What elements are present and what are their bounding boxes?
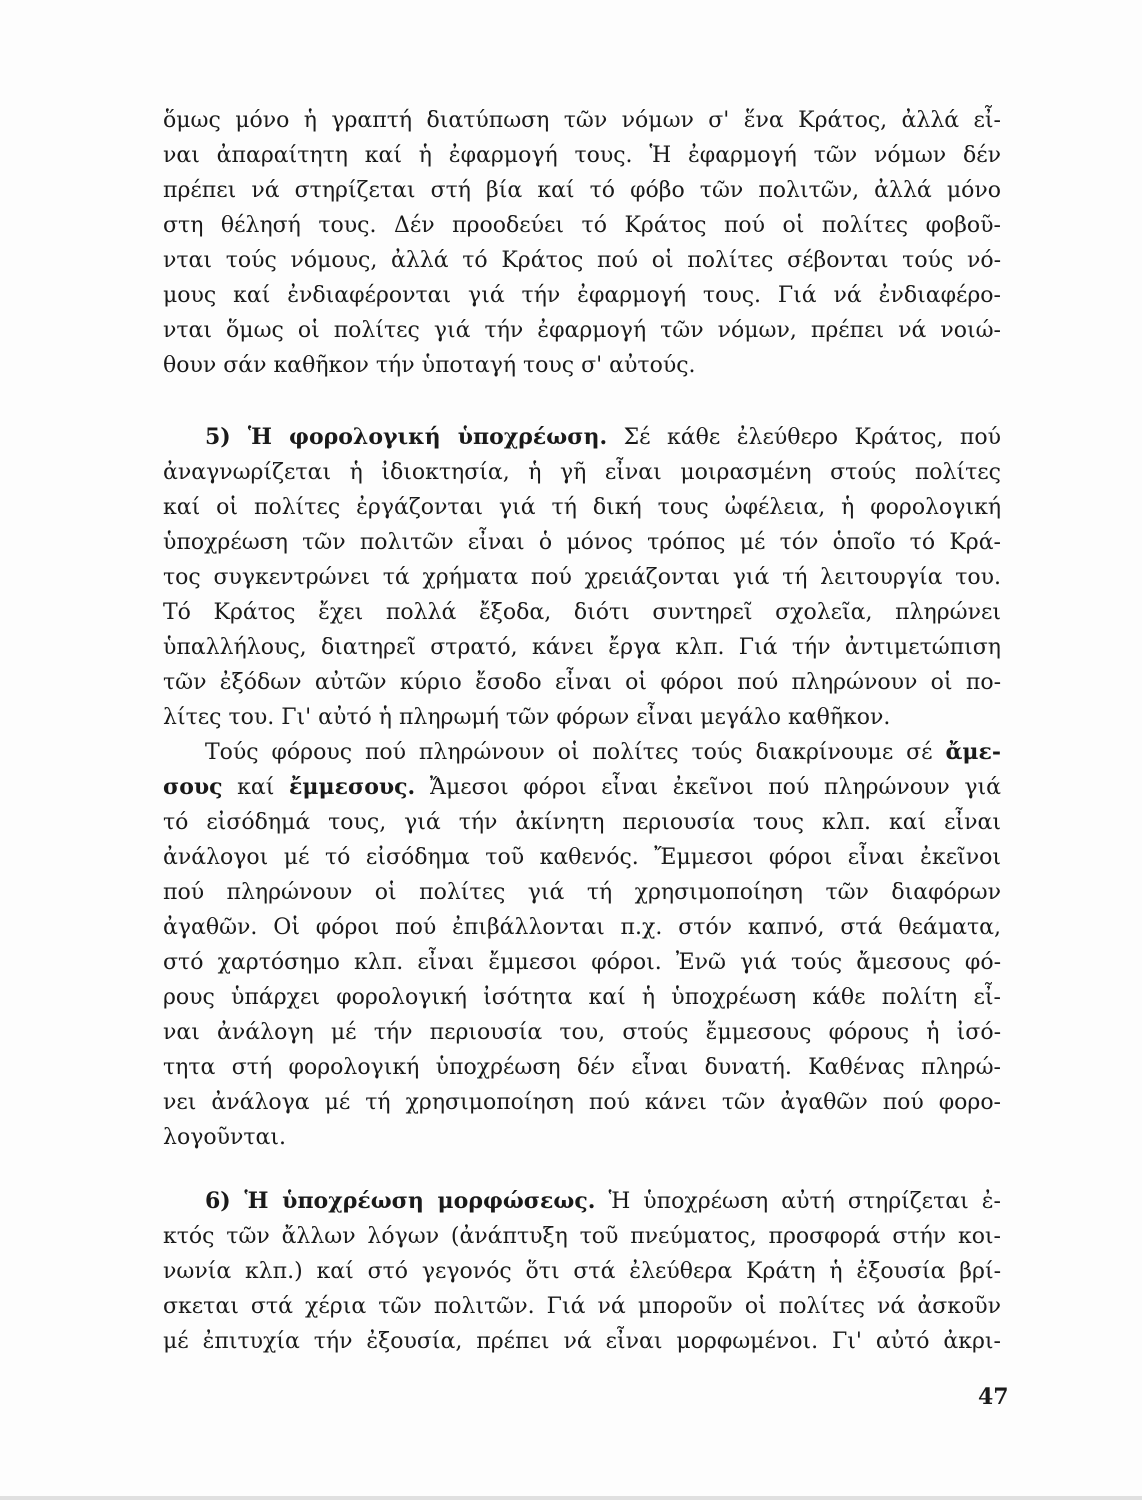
text-fragment: Ἄμεσοι φόροι εἶναι ἐκεῖνοι πού πληρώνουν γιά [415, 775, 1002, 800]
section-heading: 6) Ἡ ὑποχρέωση μορφώσεως. [205, 1188, 596, 1214]
text-fragment: Σέ κάθε ἐλεύθερο Κράτος, πού [607, 425, 1001, 450]
text-line: τῶν ἐξόδων αὐτῶν κύριο ἔσοδο εἶναι οἱ φόροι πού πληρώνουν οἱ πο- [163, 670, 1001, 695]
text-line: σκεται στά χέρια τῶν πολιτῶν. Γιά νά μποροῦν οἱ πολίτες νά ἀσκοῦν [163, 1294, 1001, 1319]
section-tax-obligation [163, 420, 1001, 1155]
section-heading-line [163, 420, 1001, 455]
text-fragment: Τούς φόρους πού πληρώνουν οἱ πολίτες τούς διακρίνουμε σέ [205, 740, 946, 765]
text-line: ἀναγνωρίζεται ἡ ἰδιοκτησία, ἡ γῆ εἶναι μοιρασμένη στούς πολίτες [163, 460, 1001, 485]
text-line: πού πληρώνουν οἱ πολίτες γιά τή χρησιμοποίηση τῶν διαφόρων [163, 880, 1001, 905]
section-heading-line [163, 1184, 1001, 1219]
bold-term: ἄμε- [945, 739, 1001, 765]
text-line: ναι ἀπαραίτητη καί ἡ ἐφαρμογή τους. Ἡ ἐφαρμογή τῶν νόμων δέν [163, 143, 1001, 168]
text-line: νται ὅμως οἱ πολίτες γιά τήν ἐφαρμογή τῶν νόμων, πρέπει νά νοιώ- [163, 318, 1001, 343]
text-line: μους καί ἐνδιαφέρονται γιά τήν ἐφαρμογή τους. Γιά νά ἐνδιαφέρο- [163, 283, 1001, 308]
text-fragment: Ἡ ὑποχρέωση αὐτή στηρίζεται ἐ- [595, 1189, 1001, 1214]
paragraph-continuation [163, 103, 1001, 383]
text-line: νει ἀνάλογα μέ τή χρησιμοποίηση πού κάνει τῶν ἀγαθῶν πού φορο- [163, 1090, 1001, 1115]
text-line: καί οἱ πολίτες ἐργάζονται γιά τή δική τους ὠφέλεια, ἡ φορολογική [163, 495, 1001, 520]
text-line: στη θέλησή τους. Δέν προοδεύει τό Κράτος πού οἱ πολίτες φοβοῦ- [163, 213, 1001, 238]
text-line: ρους ὑπάρχει φορολογική ἰσότητα καί ἡ ὑποχρέωση κάθε πολίτη εἶ- [163, 985, 1001, 1010]
text-line: Τό Κράτος ἔχει πολλά ἔξοδα, διότι συντηρεῖ σχολεῖα, πληρώνει [163, 600, 1001, 625]
text-line [163, 735, 1001, 770]
section-education-obligation [163, 1184, 1001, 1359]
text-line: νται τούς νόμους, ἀλλά τό Κράτος πού οἱ πολίτες σέβονται τούς νό- [163, 248, 1001, 273]
text-fragment: καί [222, 775, 290, 800]
text-line: θουν σάν καθῆκον τήν ὑποταγή τους σ' αὐτούς. [163, 353, 696, 378]
scan-edge [0, 1496, 1142, 1500]
text-line: στό χαρτόσημο κλπ. εἶναι ἔμμεσοι φόροι. Ἐνῶ γιά τούς ἄμεσους φό- [163, 950, 1001, 975]
text-line: πρέπει νά στηρίζεται στή βία καί τό φόβο τῶν πολιτῶν, ἀλλά μόνο [163, 178, 1001, 203]
text-line: ὅμως μόνο ἡ γραπτή διατύπωση τῶν νόμων σ' ἕνα Κράτος, ἀλλά εἶ- [163, 108, 1001, 133]
text-line: ὑπαλλήλους, διατηρεῖ στρατό, κάνει ἔργα κλπ. Γιά τήν ἀντιμετώπιση [163, 635, 1001, 660]
text-line: τό εἰσόδημά τους, γιά τήν ἀκίνητη περιουσία τους κλπ. καί εἶναι [163, 810, 1001, 835]
page-number: 47 [978, 1384, 1009, 1410]
text-line: τος συγκεντρώνει τά χρήματα πού χρειάζονται γιά τή λειτουργία του. [163, 565, 1001, 590]
text-line: λογοῦνται. [163, 1125, 286, 1150]
text-line: νωνία κλπ.) καί στό γεγονός ὅτι στά ἐλεύθερα Κράτη ἡ ἐξουσία βρί- [163, 1259, 1001, 1284]
bold-term: ἔμμεσους. [289, 774, 416, 800]
text-line: μέ ἐπιτυχία τήν ἐξουσία, πρέπει νά εἶναι μορφωμένοι. Γι' αὐτό ἀκρι- [163, 1329, 1001, 1354]
text-line [163, 770, 1001, 805]
text-line: ὑποχρέωση τῶν πολιτῶν εἶναι ὁ μόνος τρόπος μέ τόν ὁποῖο τό Κρά- [163, 530, 1001, 555]
text-line: τητα στή φορολογική ὑποχρέωση δέν εἶναι δυνατή. Καθένας πληρώ- [163, 1055, 1001, 1080]
text-line: ναι ἀνάλογη μέ τήν περιουσία του, στούς ἔμμεσους φόρους ἡ ἰσό- [163, 1020, 1001, 1045]
section-heading: 5) Ἡ φορολογική ὑποχρέωση. [205, 424, 608, 450]
text-line: λίτες του. Γι' αὐτό ἡ πληρωμή τῶν φόρων εἶναι μεγάλο καθῆκον. [163, 705, 891, 730]
text-line: ἀνάλογοι μέ τό εἰσόδημα τοῦ καθενός. Ἔμμεσοι φόροι εἶναι ἐκεῖνοι [163, 845, 1001, 870]
text-line: ἀγαθῶν. Οἱ φόροι πού ἐπιβάλλονται π.χ. στόν καπνό, στά θεάματα, [163, 915, 1001, 940]
text-line: κτός τῶν ἄλλων λόγων (ἀνάπτυξη τοῦ πνεύματος, προσφορά στήν κοι- [163, 1224, 1001, 1249]
bold-term: σους [163, 774, 223, 800]
